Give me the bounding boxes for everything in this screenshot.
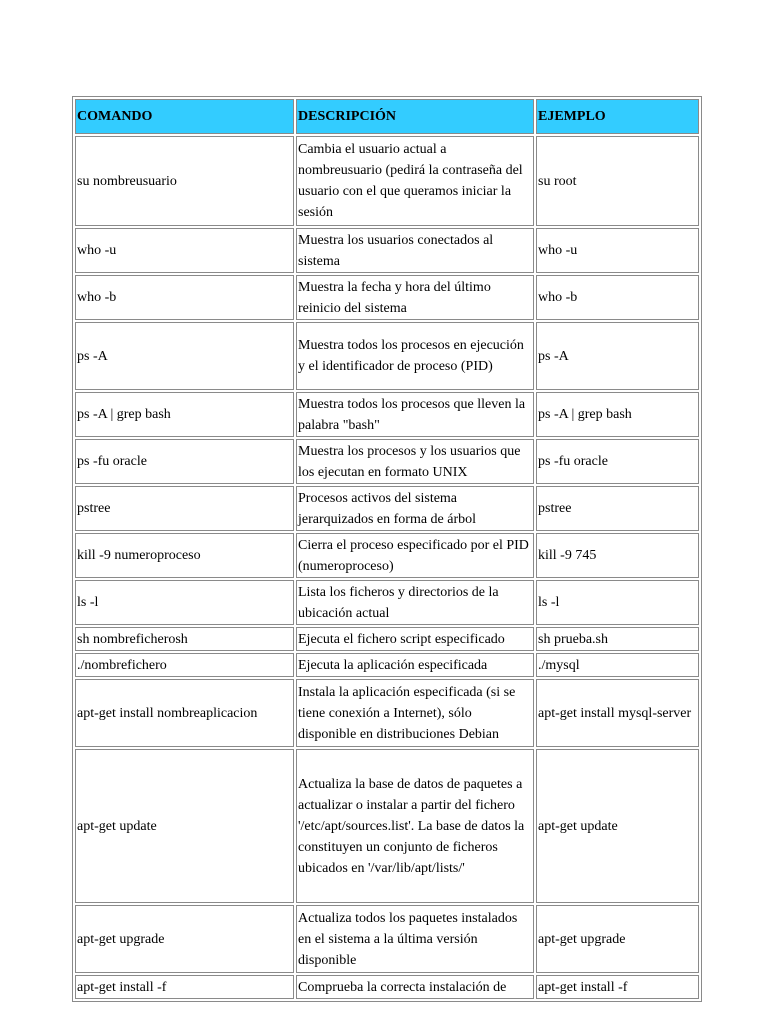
table-row — [75, 580, 699, 625]
cell-description: Ejecuta el fichero script especificado — [296, 627, 534, 651]
cell-command: sh nombreficherosh — [75, 627, 294, 651]
cell-description: Ejecuta la aplicación especificada — [296, 653, 534, 677]
cell-example: ps -A | grep bash — [536, 392, 699, 437]
header-descripcion: DESCRIPCIÓN — [296, 99, 534, 134]
cell-example: who -b — [536, 275, 699, 320]
cell-description: Actualiza todos los paquetes instalados en el sistema a la última versión disponible — [296, 905, 534, 973]
cell-description: Cierra el proceso especificado por el PID (numeroproceso) — [296, 533, 534, 578]
cell-description: Muestra todos los procesos en ejecución y el identificador de proceso (PID) — [296, 322, 534, 390]
cell-example: pstree — [536, 486, 699, 531]
cell-description: Lista los ficheros y directorios de la ubicación actual — [296, 580, 534, 625]
cell-example: apt-get install -f — [536, 975, 699, 999]
table-row — [75, 533, 699, 578]
cell-command: su nombreusuario — [75, 136, 294, 226]
table-row — [75, 439, 699, 484]
table-row — [75, 749, 699, 903]
cell-example: apt-get upgrade — [536, 905, 699, 973]
cell-example: ps -fu oracle — [536, 439, 699, 484]
cell-command: ps -A — [75, 322, 294, 390]
cell-command: pstree — [75, 486, 294, 531]
commands-table — [72, 96, 702, 1002]
cell-description: Cambia el usuario actual a nombreusuario (pedirá la contraseña del usuario con el que queramos iniciar la sesión — [296, 136, 534, 226]
cell-description: Muestra los usuarios conectados al sistema — [296, 228, 534, 273]
cell-description: Actualiza la base de datos de paquetes a actualizar o instalar a partir del fichero '/etc/apt/sources.list'. La base de datos la constituyen un conjunto de ficheros ubicados en '/var/lib/apt/lists/' — [296, 749, 534, 903]
cell-description: Muestra los procesos y los usuarios que los ejecutan en formato UNIX — [296, 439, 534, 484]
cell-example: apt-get update — [536, 749, 699, 903]
table-row — [75, 653, 699, 677]
header-ejemplo: EJEMPLO — [536, 99, 699, 134]
cell-command: apt-get update — [75, 749, 294, 903]
cell-example: apt-get install mysql-server — [536, 679, 699, 747]
table-row — [75, 486, 699, 531]
cell-description: Muestra todos los procesos que lleven la palabra "bash" — [296, 392, 534, 437]
cell-command: apt-get install -f — [75, 975, 294, 999]
cell-example: su root — [536, 136, 699, 226]
table-row — [75, 275, 699, 320]
table-row — [75, 228, 699, 273]
cell-example: ps -A — [536, 322, 699, 390]
cell-example: ls -l — [536, 580, 699, 625]
table-row — [75, 627, 699, 651]
cell-description: Comprueba la correcta instalación de — [296, 975, 534, 999]
cell-example: sh prueba.sh — [536, 627, 699, 651]
cell-command: kill -9 numeroproceso — [75, 533, 294, 578]
cell-example: who -u — [536, 228, 699, 273]
table-row — [75, 392, 699, 437]
header-comando: COMANDO — [75, 99, 294, 134]
cell-command: ls -l — [75, 580, 294, 625]
cell-command: ./nombrefichero — [75, 653, 294, 677]
cell-description: Instala la aplicación especificada (si se tiene conexión a Internet), sólo disponible en distribuciones Debian — [296, 679, 534, 747]
cell-command: ps -A | grep bash — [75, 392, 294, 437]
cell-command: ps -fu oracle — [75, 439, 294, 484]
table-row — [75, 975, 699, 999]
cell-description: Muestra la fecha y hora del último reinicio del sistema — [296, 275, 534, 320]
table-row — [75, 679, 699, 747]
table-row — [75, 322, 699, 390]
cell-command: who -b — [75, 275, 294, 320]
cell-example: ./mysql — [536, 653, 699, 677]
cell-description: Procesos activos del sistema jerarquizados en forma de árbol — [296, 486, 534, 531]
table-row — [75, 905, 699, 973]
cell-command: apt-get upgrade — [75, 905, 294, 973]
table-header-row — [75, 99, 699, 134]
cell-example: kill -9 745 — [536, 533, 699, 578]
cell-command: apt-get install nombreaplicacion — [75, 679, 294, 747]
cell-command: who -u — [75, 228, 294, 273]
table-row — [75, 136, 699, 226]
